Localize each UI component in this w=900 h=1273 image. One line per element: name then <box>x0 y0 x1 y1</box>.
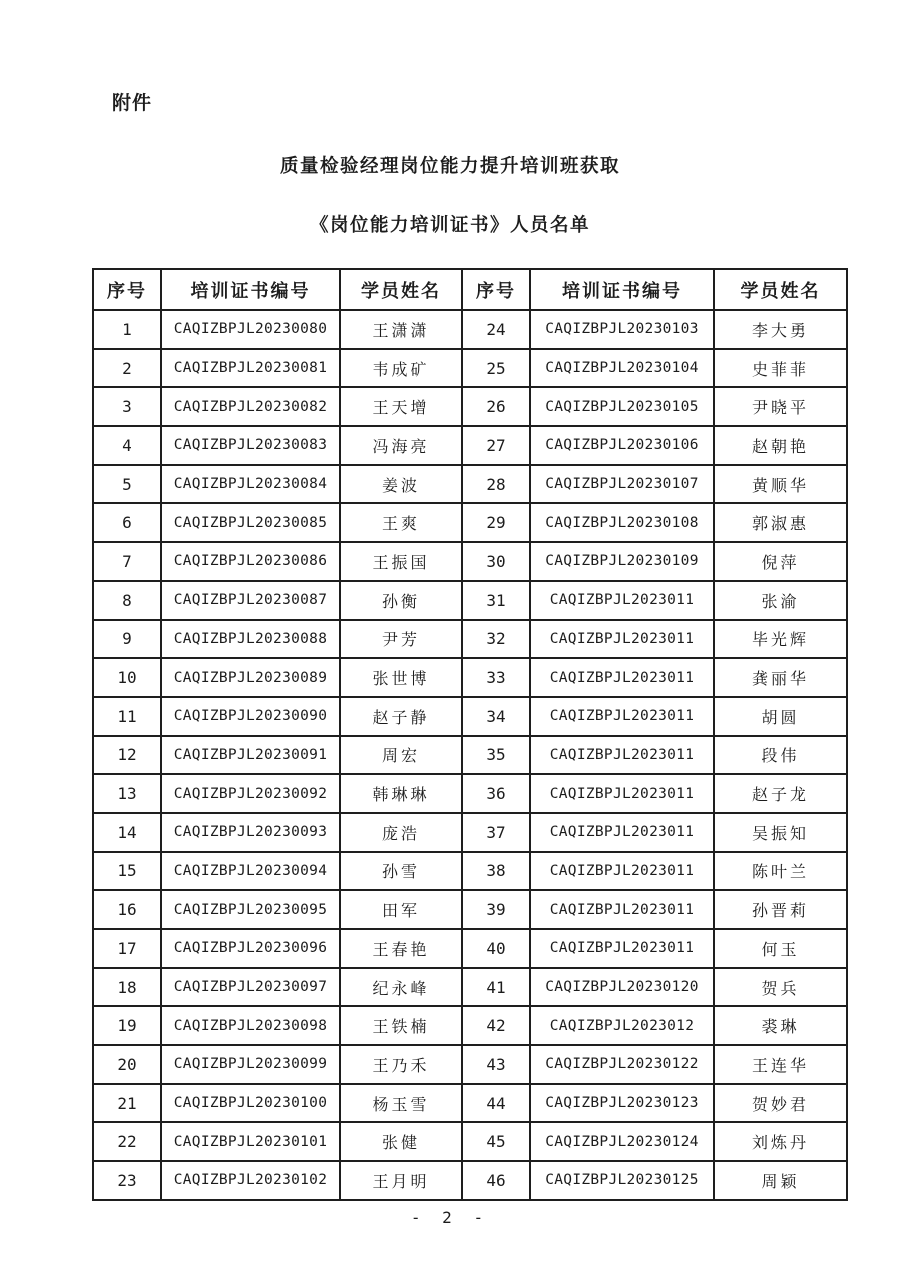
header-serial-left: 序号 <box>93 269 161 310</box>
certificate-cell: CAQIZBPJL20230105 <box>530 387 714 426</box>
certificate-cell: CAQIZBPJL20230097 <box>161 968 340 1007</box>
student-name-cell: 裘琳 <box>714 1006 847 1045</box>
table-row <box>93 929 847 968</box>
certificate-cell: CAQIZBPJL20230102 <box>161 1161 340 1200</box>
page-number: - 2 - <box>410 1207 490 1227</box>
table-row <box>93 542 847 581</box>
table-row <box>93 813 847 852</box>
serial-cell: 1 <box>93 310 161 349</box>
certificate-cell: CAQIZBPJL20230100 <box>161 1084 340 1123</box>
student-name-cell: 周颖 <box>714 1161 847 1200</box>
student-name-cell: 张世博 <box>340 658 462 697</box>
student-name-cell: 史菲菲 <box>714 349 847 388</box>
roster-table-header <box>93 269 847 310</box>
serial-cell: 40 <box>462 929 530 968</box>
serial-cell: 25 <box>462 349 530 388</box>
table-row <box>93 310 847 349</box>
serial-cell: 6 <box>93 503 161 542</box>
certificate-cell: CAQIZBPJL20230107 <box>530 465 714 504</box>
serial-cell: 17 <box>93 929 161 968</box>
serial-cell: 4 <box>93 426 161 465</box>
student-name-cell: 何玉 <box>714 929 847 968</box>
serial-cell: 10 <box>93 658 161 697</box>
serial-cell: 34 <box>462 697 530 736</box>
student-name-cell: 张健 <box>340 1122 462 1161</box>
serial-cell: 33 <box>462 658 530 697</box>
table-row <box>93 852 847 891</box>
serial-cell: 18 <box>93 968 161 1007</box>
serial-cell: 3 <box>93 387 161 426</box>
serial-cell: 35 <box>462 736 530 775</box>
table-row <box>93 426 847 465</box>
table-row <box>93 620 847 659</box>
certificate-cell: CAQIZBPJL20230104 <box>530 349 714 388</box>
student-name-cell: 赵朝艳 <box>714 426 847 465</box>
table-row <box>93 349 847 388</box>
table-row <box>93 1161 847 1200</box>
student-name-cell: 王连华 <box>714 1045 847 1084</box>
certificate-cell: CAQIZBPJL20230088 <box>161 620 340 659</box>
serial-cell: 9 <box>93 620 161 659</box>
student-name-cell: 郭淑惠 <box>714 503 847 542</box>
certificate-cell: CAQIZBPJL2023011 <box>530 929 714 968</box>
serial-cell: 24 <box>462 310 530 349</box>
serial-cell: 29 <box>462 503 530 542</box>
serial-cell: 46 <box>462 1161 530 1200</box>
serial-cell: 22 <box>93 1122 161 1161</box>
student-name-cell: 吴振知 <box>714 813 847 852</box>
certificate-cell: CAQIZBPJL20230085 <box>161 503 340 542</box>
certificate-cell: CAQIZBPJL20230122 <box>530 1045 714 1084</box>
serial-cell: 14 <box>93 813 161 852</box>
student-name-cell: 黄顺华 <box>714 465 847 504</box>
serial-cell: 20 <box>93 1045 161 1084</box>
student-name-cell: 陈叶兰 <box>714 852 847 891</box>
student-name-cell: 周宏 <box>340 736 462 775</box>
serial-cell: 2 <box>93 349 161 388</box>
table-row <box>93 736 847 775</box>
certificate-cell: CAQIZBPJL20230083 <box>161 426 340 465</box>
table-row <box>93 387 847 426</box>
serial-cell: 19 <box>93 1006 161 1045</box>
roster-table <box>92 268 848 1201</box>
serial-cell: 7 <box>93 542 161 581</box>
certificate-cell: CAQIZBPJL20230096 <box>161 929 340 968</box>
certificate-cell: CAQIZBPJL2023011 <box>530 736 714 775</box>
table-row <box>93 658 847 697</box>
certificate-cell: CAQIZBPJL20230109 <box>530 542 714 581</box>
header-serial-right: 序号 <box>462 269 530 310</box>
certificate-cell: CAQIZBPJL2023011 <box>530 774 714 813</box>
certificate-cell: CAQIZBPJL20230093 <box>161 813 340 852</box>
serial-cell: 26 <box>462 387 530 426</box>
serial-cell: 43 <box>462 1045 530 1084</box>
certificate-cell: CAQIZBPJL2023011 <box>530 581 714 620</box>
certificate-cell: CAQIZBPJL20230098 <box>161 1006 340 1045</box>
document-title-line1: 质量检验经理岗位能力提升培训班获取 <box>279 155 620 176</box>
student-name-cell: 孙衡 <box>340 581 462 620</box>
table-row <box>93 581 847 620</box>
certificate-cell: CAQIZBPJL2023011 <box>530 620 714 659</box>
certificate-cell: CAQIZBPJL20230124 <box>530 1122 714 1161</box>
serial-cell: 28 <box>462 465 530 504</box>
table-row <box>93 1006 847 1045</box>
student-name-cell: 龚丽华 <box>714 658 847 697</box>
certificate-cell: CAQIZBPJL20230091 <box>161 736 340 775</box>
serial-cell: 38 <box>462 852 530 891</box>
student-name-cell: 冯海亮 <box>340 426 462 465</box>
student-name-cell: 刘炼丹 <box>714 1122 847 1161</box>
student-name-cell: 王潇潇 <box>340 310 462 349</box>
certificate-cell: CAQIZBPJL20230101 <box>161 1122 340 1161</box>
certificate-cell: CAQIZBPJL20230099 <box>161 1045 340 1084</box>
header-certificate-right: 培训证书编号 <box>530 269 714 310</box>
student-name-cell: 贺妙君 <box>714 1084 847 1123</box>
certificate-cell: CAQIZBPJL2023011 <box>530 658 714 697</box>
certificate-cell: CAQIZBPJL20230086 <box>161 542 340 581</box>
certificate-cell: CAQIZBPJL20230090 <box>161 697 340 736</box>
serial-cell: 31 <box>462 581 530 620</box>
table-row <box>93 774 847 813</box>
serial-cell: 21 <box>93 1084 161 1123</box>
certificate-cell: CAQIZBPJL20230092 <box>161 774 340 813</box>
table-row <box>93 503 847 542</box>
certificate-cell: CAQIZBPJL20230108 <box>530 503 714 542</box>
certificate-cell: CAQIZBPJL20230087 <box>161 581 340 620</box>
serial-cell: 13 <box>93 774 161 813</box>
student-name-cell: 韦成矿 <box>340 349 462 388</box>
table-row <box>93 1045 847 1084</box>
serial-cell: 27 <box>462 426 530 465</box>
student-name-cell: 孙雪 <box>340 852 462 891</box>
serial-cell: 39 <box>462 890 530 929</box>
student-name-cell: 杨玉雪 <box>340 1084 462 1123</box>
certificate-cell: CAQIZBPJL2023011 <box>530 697 714 736</box>
certificate-cell: CAQIZBPJL20230094 <box>161 852 340 891</box>
student-name-cell: 段伟 <box>714 736 847 775</box>
student-name-cell: 田军 <box>340 890 462 929</box>
student-name-cell: 王天增 <box>340 387 462 426</box>
serial-cell: 32 <box>462 620 530 659</box>
table-row <box>93 1122 847 1161</box>
student-name-cell: 贺兵 <box>714 968 847 1007</box>
student-name-cell: 韩琳琳 <box>340 774 462 813</box>
table-row <box>93 465 847 504</box>
certificate-cell: CAQIZBPJL20230123 <box>530 1084 714 1123</box>
certificate-cell: CAQIZBPJL20230103 <box>530 310 714 349</box>
student-name-cell: 王爽 <box>340 503 462 542</box>
student-name-cell: 倪萍 <box>714 542 847 581</box>
attachment-label: 附件 <box>112 93 153 114</box>
certificate-cell: CAQIZBPJL20230081 <box>161 349 340 388</box>
roster-table-body <box>93 310 847 1200</box>
certificate-cell: CAQIZBPJL2023011 <box>530 890 714 929</box>
student-name-cell: 王月明 <box>340 1161 462 1200</box>
serial-cell: 16 <box>93 890 161 929</box>
student-name-cell: 张渝 <box>714 581 847 620</box>
header-row <box>93 269 847 310</box>
header-name-left: 学员姓名 <box>340 269 462 310</box>
student-name-cell: 胡圆 <box>714 697 847 736</box>
serial-cell: 37 <box>462 813 530 852</box>
table-row <box>93 1084 847 1123</box>
serial-cell: 12 <box>93 736 161 775</box>
serial-cell: 8 <box>93 581 161 620</box>
serial-cell: 36 <box>462 774 530 813</box>
certificate-cell: CAQIZBPJL20230095 <box>161 890 340 929</box>
serial-cell: 30 <box>462 542 530 581</box>
certificate-cell: CAQIZBPJL20230120 <box>530 968 714 1007</box>
certificate-cell: CAQIZBPJL2023011 <box>530 813 714 852</box>
certificate-cell: CAQIZBPJL2023011 <box>530 852 714 891</box>
document-title-line2: 《岗位能力培训证书》人员名单 <box>309 214 590 235</box>
serial-cell: 42 <box>462 1006 530 1045</box>
student-name-cell: 尹晓平 <box>714 387 847 426</box>
table-row <box>93 890 847 929</box>
table-row <box>93 697 847 736</box>
student-name-cell: 王振国 <box>340 542 462 581</box>
certificate-cell: CAQIZBPJL20230125 <box>530 1161 714 1200</box>
student-name-cell: 王铁楠 <box>340 1006 462 1045</box>
serial-cell: 15 <box>93 852 161 891</box>
serial-cell: 11 <box>93 697 161 736</box>
student-name-cell: 尹芳 <box>340 620 462 659</box>
certificate-cell: CAQIZBPJL20230080 <box>161 310 340 349</box>
serial-cell: 23 <box>93 1161 161 1200</box>
student-name-cell: 纪永峰 <box>340 968 462 1007</box>
certificate-cell: CAQIZBPJL20230089 <box>161 658 340 697</box>
student-name-cell: 王乃禾 <box>340 1045 462 1084</box>
serial-cell: 44 <box>462 1084 530 1123</box>
serial-cell: 41 <box>462 968 530 1007</box>
student-name-cell: 庞浩 <box>340 813 462 852</box>
header-certificate-left: 培训证书编号 <box>161 269 340 310</box>
student-name-cell: 赵子静 <box>340 697 462 736</box>
certificate-cell: CAQIZBPJL20230082 <box>161 387 340 426</box>
student-name-cell: 李大勇 <box>714 310 847 349</box>
student-name-cell: 姜波 <box>340 465 462 504</box>
certificate-cell: CAQIZBPJL20230084 <box>161 465 340 504</box>
student-name-cell: 王春艳 <box>340 929 462 968</box>
student-name-cell: 赵子龙 <box>714 774 847 813</box>
table-row <box>93 968 847 1007</box>
certificate-cell: CAQIZBPJL2023012 <box>530 1006 714 1045</box>
serial-cell: 5 <box>93 465 161 504</box>
serial-cell: 45 <box>462 1122 530 1161</box>
student-name-cell: 毕光辉 <box>714 620 847 659</box>
student-name-cell: 孙晋莉 <box>714 890 847 929</box>
certificate-cell: CAQIZBPJL20230106 <box>530 426 714 465</box>
header-name-right: 学员姓名 <box>714 269 847 310</box>
